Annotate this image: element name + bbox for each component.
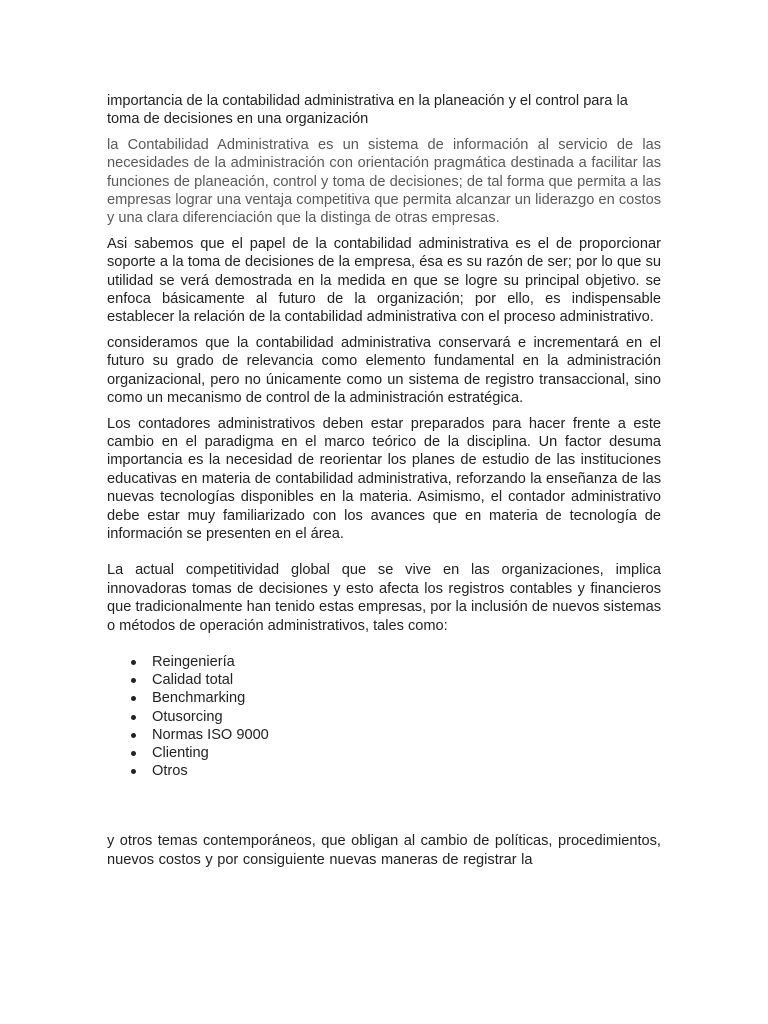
document-heading: importancia de la contabilidad administrativa en la planeación y el control para la toma de decisiones en una organización [107,93,628,128]
list-item [107,744,661,762]
paragraph-role: Asi sabemos que el papel de la contabilidad administrativa es el de proporcionar soporte a la toma de decisiones de la empresa, ésa es su razón de ser; por lo que su utilidad se verá demostrada en la medida en que se logre su principal objetivo. se enfoca básicamente al futuro de la organización; por ello, es indispensable establecer la relación de la contabilidad administrativa con el proceso administrativo. [107,235,661,326]
list-item [107,689,661,707]
paragraph-closing: y otros temas contemporáneos, que obligan al cambio de políticas, procedimientos, nuevos costos y por consiguiente nuevas maneras de registrar la [107,833,661,868]
bullet-icon [131,733,136,738]
bullet-icon [131,715,136,720]
paragraph-competitiveness: La actual competitividad global que se vive en las organizaciones, implica innovadoras tomas de decisiones y esto afecta los registros contables y financieros que tradicionalmente han tenido estas empresas, por la inclusión de nuevos sistemas o métodos de operación administrativos, tales como: [107,562,661,634]
document-page [107,92,661,876]
list-item-label: Otusorcing [152,708,223,725]
list-item [107,762,661,780]
paragraph-relevance: consideramos que la contabilidad administrativa conservará e incrementará en el futuro su grado de relevancia como elemento fundamental en la administración organizacional, pero no únicamente como un sistema de registro transaccional, sino como un mecanismo de control de la administración estratégica. [107,334,661,407]
paragraph-accountants: Los contadores administrativos deben estar preparados para hacer frente a este cambio en el paradigma en el marco teórico de la disciplina. Un factor desuma importancia es la necesidad de reorientar los planes de estudio de las instituciones educativas en materia de contabilidad administrativa, reforzando la enseñanza de las nuevas tecnologías disponibles en la materia. Asimismo, el contador administrativo debe estar muy familiarizado con los avances que en materia de tecnología de información se presenten en el área. [107,415,661,542]
bullet-icon [131,751,136,756]
list-item [107,671,661,689]
list-item [107,726,661,744]
list-item-label: Normas ISO 9000 [152,726,269,743]
bullet-icon [131,769,136,774]
list-item [107,708,661,726]
bullet-icon [131,696,136,701]
list-item-label: Calidad total [152,672,234,689]
list-item-label: Reingeniería [152,653,235,670]
paragraph-definition: la Contabilidad Administrativa es un sistema de información al servicio de las necesidades de la administración con orientación pragmática destinada a facilitar las funciones de planeación, control y toma de decisiones; de tal forma que permita a las empresas lograr una ventaja competitiva que permita alcanzar un liderazgo en costos y una clara diferenciación que la distinga de otras empresas. [107,136,661,227]
methods-list [107,653,661,780]
list-item-label: Clienting [152,744,209,761]
list-item-label: Benchmarking [152,690,246,707]
bullet-icon [131,678,136,683]
list-item-label: Otros [152,763,188,780]
list-item [107,653,661,671]
bullet-icon [131,660,136,665]
